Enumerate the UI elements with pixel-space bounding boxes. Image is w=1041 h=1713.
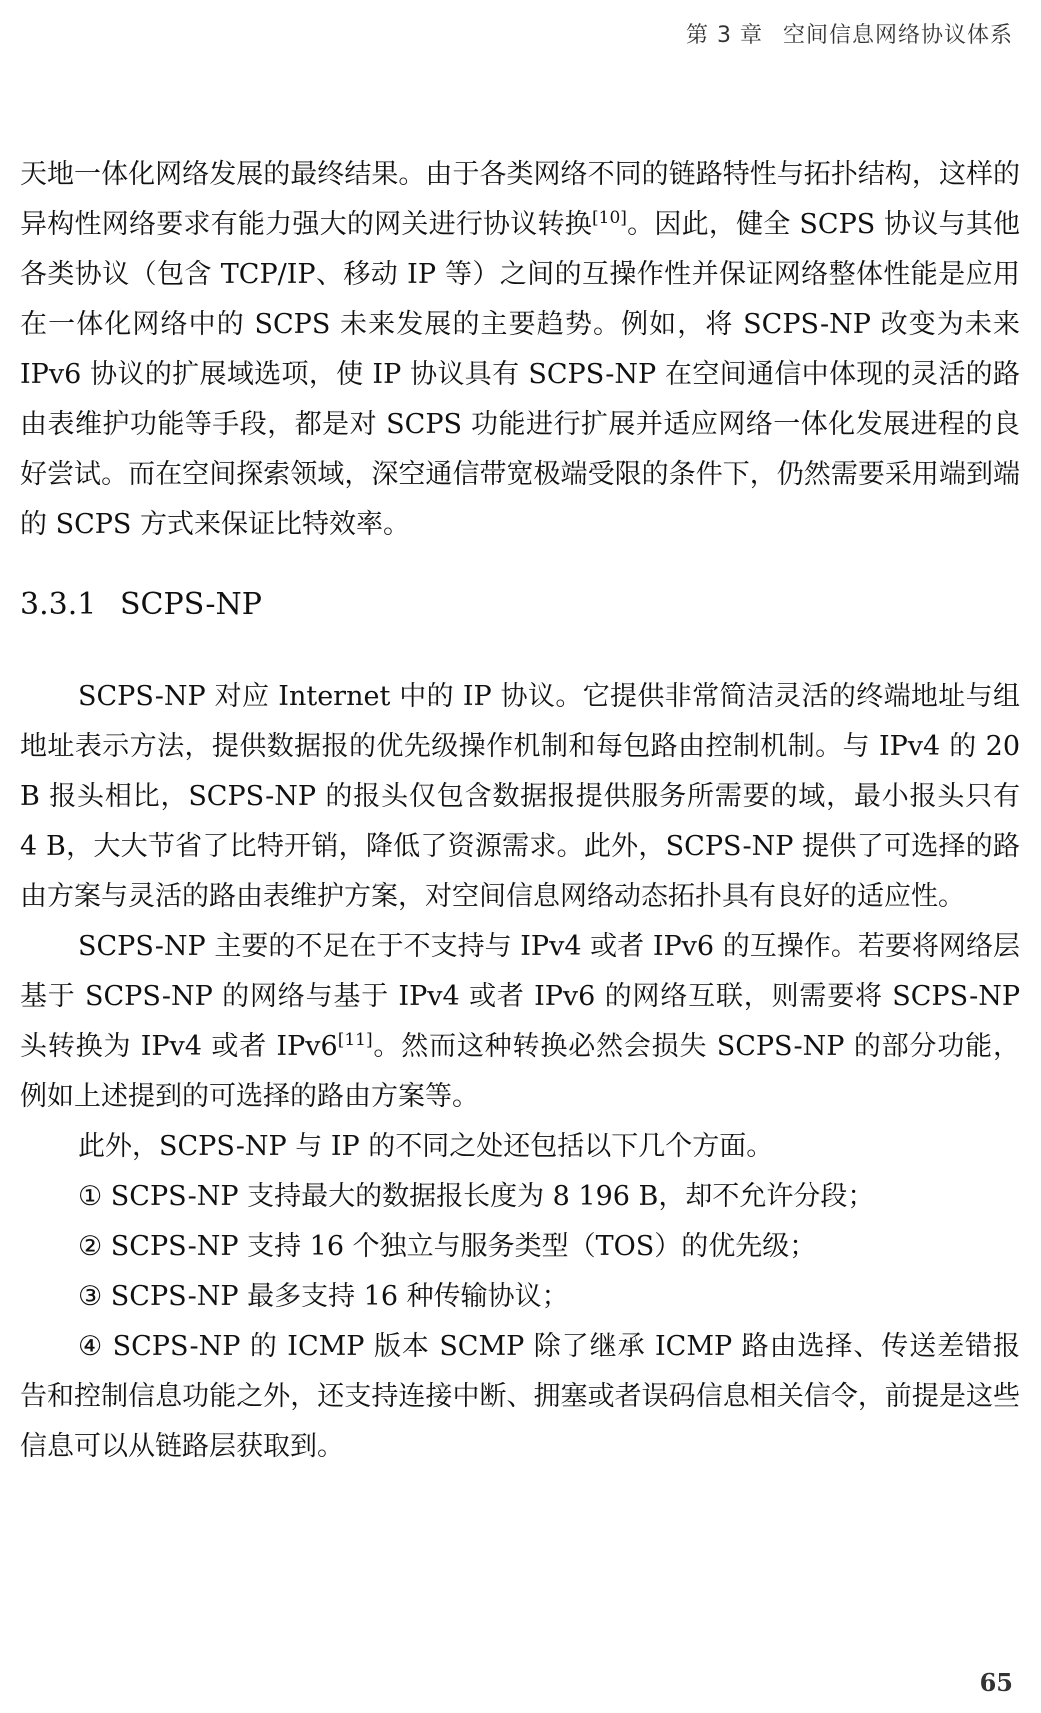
list-item-3: ③ SCPS-NP 最多支持 16 种传输协议； [78, 1281, 569, 1312]
chapter-label: 第 3 章 [686, 23, 763, 48]
citation-10: [10] [592, 208, 627, 228]
paragraph-2-part1: SCPS-NP 主要的不足在于不支持与 IPv4 或者 IPv6 的互操作。若要将网络层基于 SCPS-NP 的网络与基于 IPv4 或者 IPv6 的网络互联，则需要将 SCPS-NP 头转换为 IPv4 或者 IPv6 [20, 931, 1020, 1062]
intro-section [20, 150, 1020, 550]
chapter-title: 空间信息网络协议体系 [782, 23, 1013, 48]
section-heading [20, 585, 262, 625]
page-number: 65 [979, 1668, 1013, 1697]
section-body [20, 672, 1020, 1472]
list-item-1: ① SCPS-NP 支持最大的数据报长度为 8 196 B，却不允许分段； [78, 1181, 875, 1212]
intro-text-part2: 。因此，健全 SCPS 协议与其他各类协议（包含 TCP/IP、移动 IP 等）之间的互操作性并保证网络整体性能是应用在一体化网络中的 SCPS 未来发展的主要趋势。例如，将 SCPS-NP 改变为未来 IPv6 协议的扩展域选项，使 IP 协议具有 SCPS-NP 在空间通信中体现的灵活的路由表维护功能等手段，都是对 SCPS 功能进行扩展并适应网络一体化发展进程的良好尝试。而在空间探索领域，深空通信带宽极端受限的条件下，仍然需要采用端到端的 SCPS 方式来保证比特效率。 [20, 209, 1021, 540]
paragraph-2-part2: 。然而这种转换必然会损失 SCPS-NP 的部分功能，例如上述提到的可选择的路由方案等。 [20, 1031, 1020, 1112]
section-number: 3.3.1 [20, 587, 97, 622]
list-item-2: ② SCPS-NP 支持 16 个独立与服务类型（TOS）的优先级； [78, 1231, 817, 1262]
intro-paragraph [20, 150, 1020, 550]
paragraph-2 [20, 922, 1020, 1122]
running-header [686, 18, 1013, 49]
paragraph-3: 此外，SCPS-NP 与 IP 的不同之处还包括以下几个方面。 [78, 1131, 774, 1162]
section-title: SCPS-NP [120, 587, 262, 622]
list-item-4: ④ SCPS-NP 的 ICMP 版本 SCMP 除了继承 ICMP 路由选择、传送差错报告和控制信息功能之外，还支持连接中断、拥塞或者误码信息相关信令，前提是这些信息可以从链路层获取到。 [20, 1331, 1020, 1462]
paragraph-1: SCPS-NP 对应 Internet 中的 IP 协议。它提供非常简洁灵活的终端地址与组地址表示方法，提供数据报的优先级操作机制和每包路由控制机制。与 IPv4 的 20 B 报头相比，SCPS-NP 的报头仅包含数据报提供服务所需要的域，最小报头只有 4 B，大大节省了比特开销，降低了资源需求。此外，SCPS-NP 提供了可选择的路由方案与灵活的路由表维护方案，对空间信息网络动态拓扑具有良好的适应性。 [20, 681, 1020, 912]
citation-11: [11] [337, 1030, 373, 1050]
intro-text-part1: 天地一体化网络发展的最终结果。由于各类网络不同的链路特性与拓扑结构，这样的异构性网络要求有能力强大的网关进行协议转换 [20, 159, 1020, 240]
